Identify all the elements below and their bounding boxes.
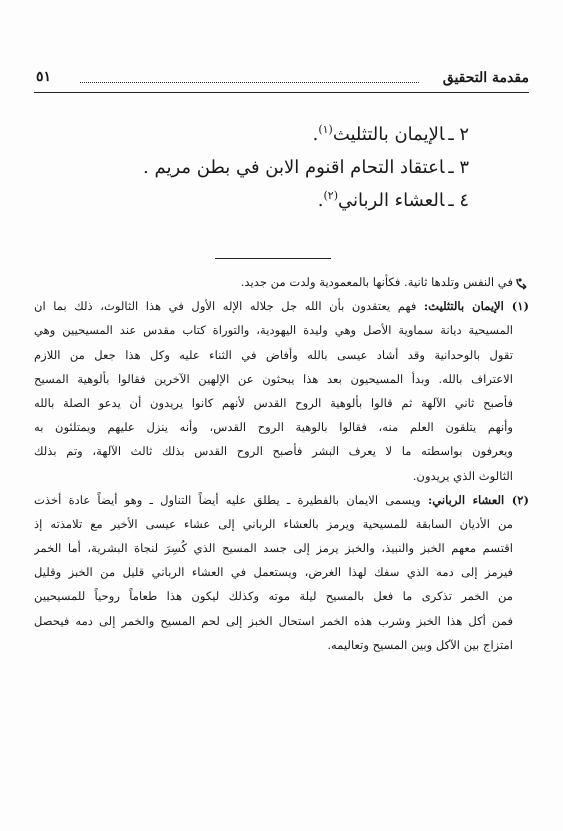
- footnote-line: اقتسم معهم الخبز والنبيذ، والخبز يرمز إلى جسد المسيح الذي كُسِرَ لنجاة البشرية، أما الخمر: [34, 541, 513, 556]
- footnote-1-label: (١) الإيمان بالتثليث:: [423, 299, 529, 314]
- footnote-line: الاعتراف بالله. وبدأ المسيحيون بعد هذا يبحثون عن الإلهين الآخرين فقالوا بألوهية المسيح: [34, 371, 513, 386]
- footnote-2-label: (٢) العشاء الرباني:: [427, 492, 529, 507]
- main-item-4: [40, 184, 469, 217]
- main-items-list: [40, 118, 469, 217]
- footnote-line: من الأديان السابقة للمسيحية ويرمز بالعشاء الرباني إلى عشاء عيسى الأخير مع تلامذته إذ: [34, 516, 513, 531]
- footnote-line: وأنهم يتلقون العلم منه، فقالوا بالوهية الروح القدس، وأنه ينزل عليهم ويمتلئون به: [34, 420, 513, 435]
- footnote-ref-1[interactable]: (١): [318, 123, 333, 136]
- header-title: مقدمة التحقيق: [442, 70, 529, 86]
- footnote-line: (٢) العشاء الرباني: ويسمى الايمان بالفطيرة ـ يطلق عليه أيضاً التناول ـ وهو أيضاً عادة أخذت: [34, 492, 529, 507]
- footnotes: [34, 270, 529, 657]
- footnote-line: الثالوث الذي يريدون.: [412, 468, 513, 483]
- footnote-continuation: في النفس وتلدها ثانية. فكأنها بالمعمودية ولدت من جديد.: [34, 270, 529, 294]
- item-text: الإيمان بالتثليث: [332, 124, 445, 145]
- footnote-line: امتزاج بين الآكل وبين المسيح وتعاليمه.: [327, 637, 513, 652]
- footnote-ref-2[interactable]: (٢): [323, 189, 339, 202]
- item-end: .: [312, 124, 319, 145]
- item-number: ٤ ـ: [448, 190, 469, 211]
- item-number: ٣ ـ: [448, 157, 469, 178]
- item-text: اعتقاد التحام اقنوم الابن في بطن مريم .: [143, 157, 445, 178]
- footnote-separator: [215, 258, 331, 259]
- footnote-line: (١) الإيمان بالتثليث: فهم يعتقدون بأن الله جل جلاله الإله الأول في هذا الثالوث، ذلك بما ان: [34, 299, 529, 314]
- continuation-mark-icon: [515, 276, 529, 290]
- header-leader-dots: [80, 72, 419, 83]
- footnote-line: فيرمز إلى دمه الذي سفك لهذا الغرض، ويستعمل في العشاء الرباني قليل من الخبز وقليل: [34, 565, 513, 580]
- item-end: .: [317, 190, 324, 211]
- footnote-2: [34, 488, 529, 657]
- footnote-1: [34, 294, 529, 488]
- footnote-line: فأصبح ثاني الآلهة ثم قالوا بألوهية الروح القدس لأنهم كانوا يريدون أن يدعو الصلة بالله: [34, 395, 513, 410]
- main-item-3: [40, 151, 469, 184]
- footnote-line: ويعرفون بواسطته ما لا يعرف البشر فأصبح الروح القدس بذلك ثالث الآلهة، وتم بذلك: [34, 444, 513, 459]
- running-header: [34, 64, 529, 93]
- page-number: ٥١: [36, 69, 52, 85]
- footnote-line: المسيحية ديانة سماوية الأصل وهي وليدة اليهودية، والتوراة كتاب مقدس عند المسيحيين وهي: [34, 323, 513, 338]
- footnote-line: تقول بالوحدانية وقد أشاد عيسى بالله وأفاض في الثناء عليه وكل هذا جعل من اللازم: [34, 347, 513, 362]
- footnote-line: من الخمر تذكرى ما فعل بالمسيح ليلة موته وكذلك ليكون هذا طعاماً روحياً للمسيحيين: [34, 589, 513, 604]
- footnote-line: فمن أكل هذا الخبز وشرب هذه الخمر استحال الخبز إلى لحم المسيح والخمر إلى دمه فيحصل: [34, 613, 513, 628]
- item-number: ٢ ـ: [448, 124, 469, 145]
- item-text: العشاء الرباني: [338, 190, 445, 211]
- main-item-2: [40, 118, 469, 151]
